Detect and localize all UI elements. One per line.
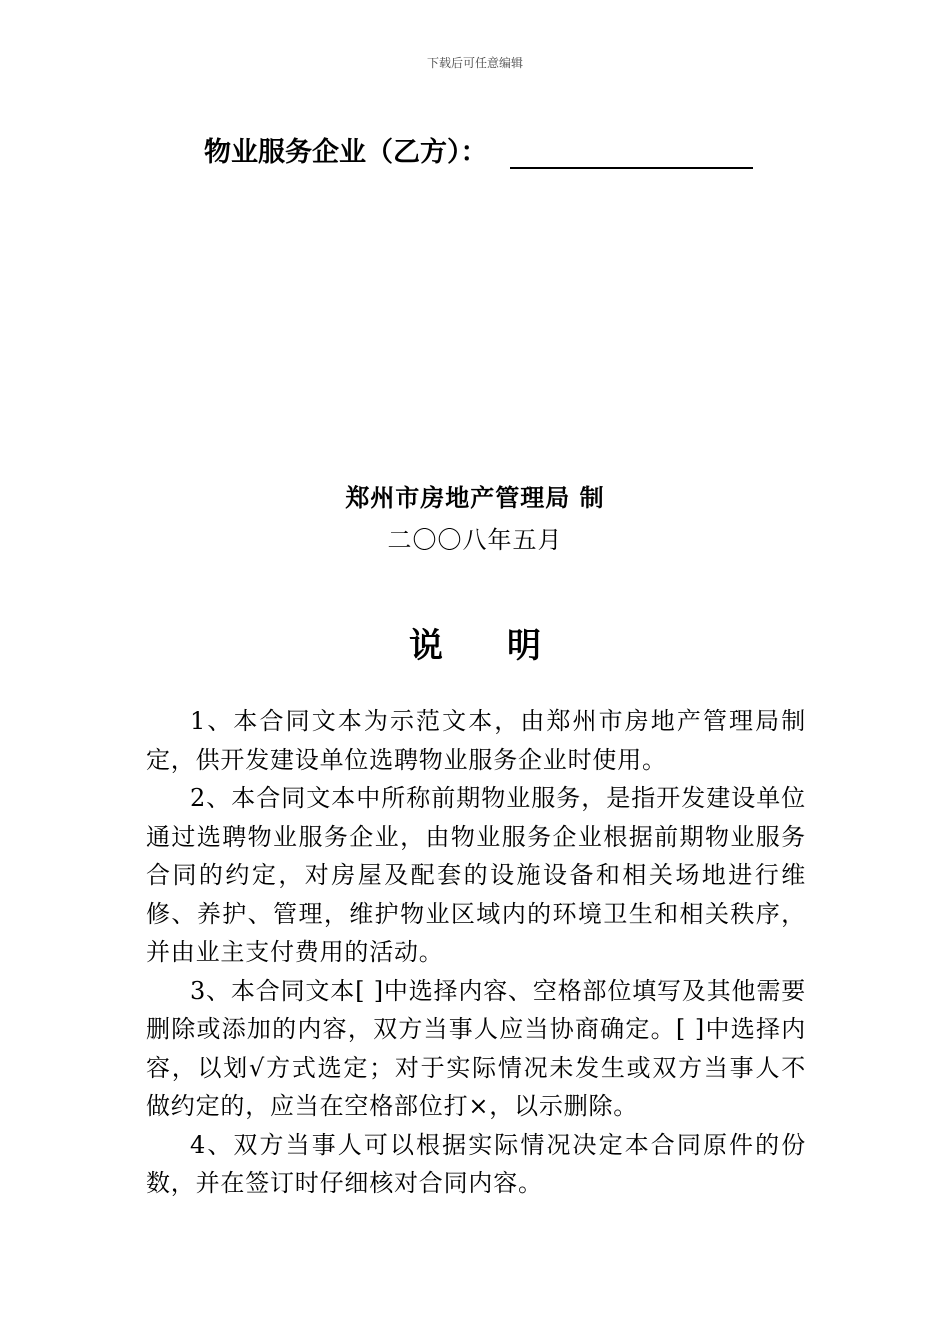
- note-paragraph-4: 4、双方当事人可以根据实际情况决定本合同原件的份数，并在签订时仔细核对合同内容。: [146, 1130, 806, 1197]
- page-header-note: 下载后可任意编辑: [426, 56, 523, 70]
- notes-body: [146, 702, 806, 1203]
- note-paragraph-2: 2、本合同文本中所称前期物业服务，是指开发建设单位通过选聘物业服务企业，由物业服务企业根据前期物业服务合同的约定，对房屋及配套的设施设备和相关场地进行维修、养护、管理，维护物业区域内的环境卫生和相关秩序，并由业主支付费用的活动。: [146, 784, 806, 966]
- section-title: 说明: [409, 626, 605, 666]
- party-b-label: 物业服务企业（乙方）：: [204, 137, 488, 168]
- issuer-name: 郑州市房地产管理局 制: [345, 483, 605, 512]
- party-b-blank-field: [510, 137, 753, 169]
- party-b-line: [204, 130, 753, 169]
- issue-date: 二〇〇八年五月: [387, 526, 563, 554]
- note-paragraph-3: 3、本合同文本[ ]中选择内容、空格部位填写及其他需要删除或添加的内容，双方当事人应当协商确定。[ ]中选择内容，以划√方式选定；对于实际情况未发生或双方当事人不做约定的，应当在空格部位打×，以示删除。: [146, 976, 806, 1120]
- note-paragraph-1: 1、本合同文本为示范文本，由郑州市房地产管理局制定，供开发建设单位选聘物业服务企业时使用。: [146, 707, 806, 774]
